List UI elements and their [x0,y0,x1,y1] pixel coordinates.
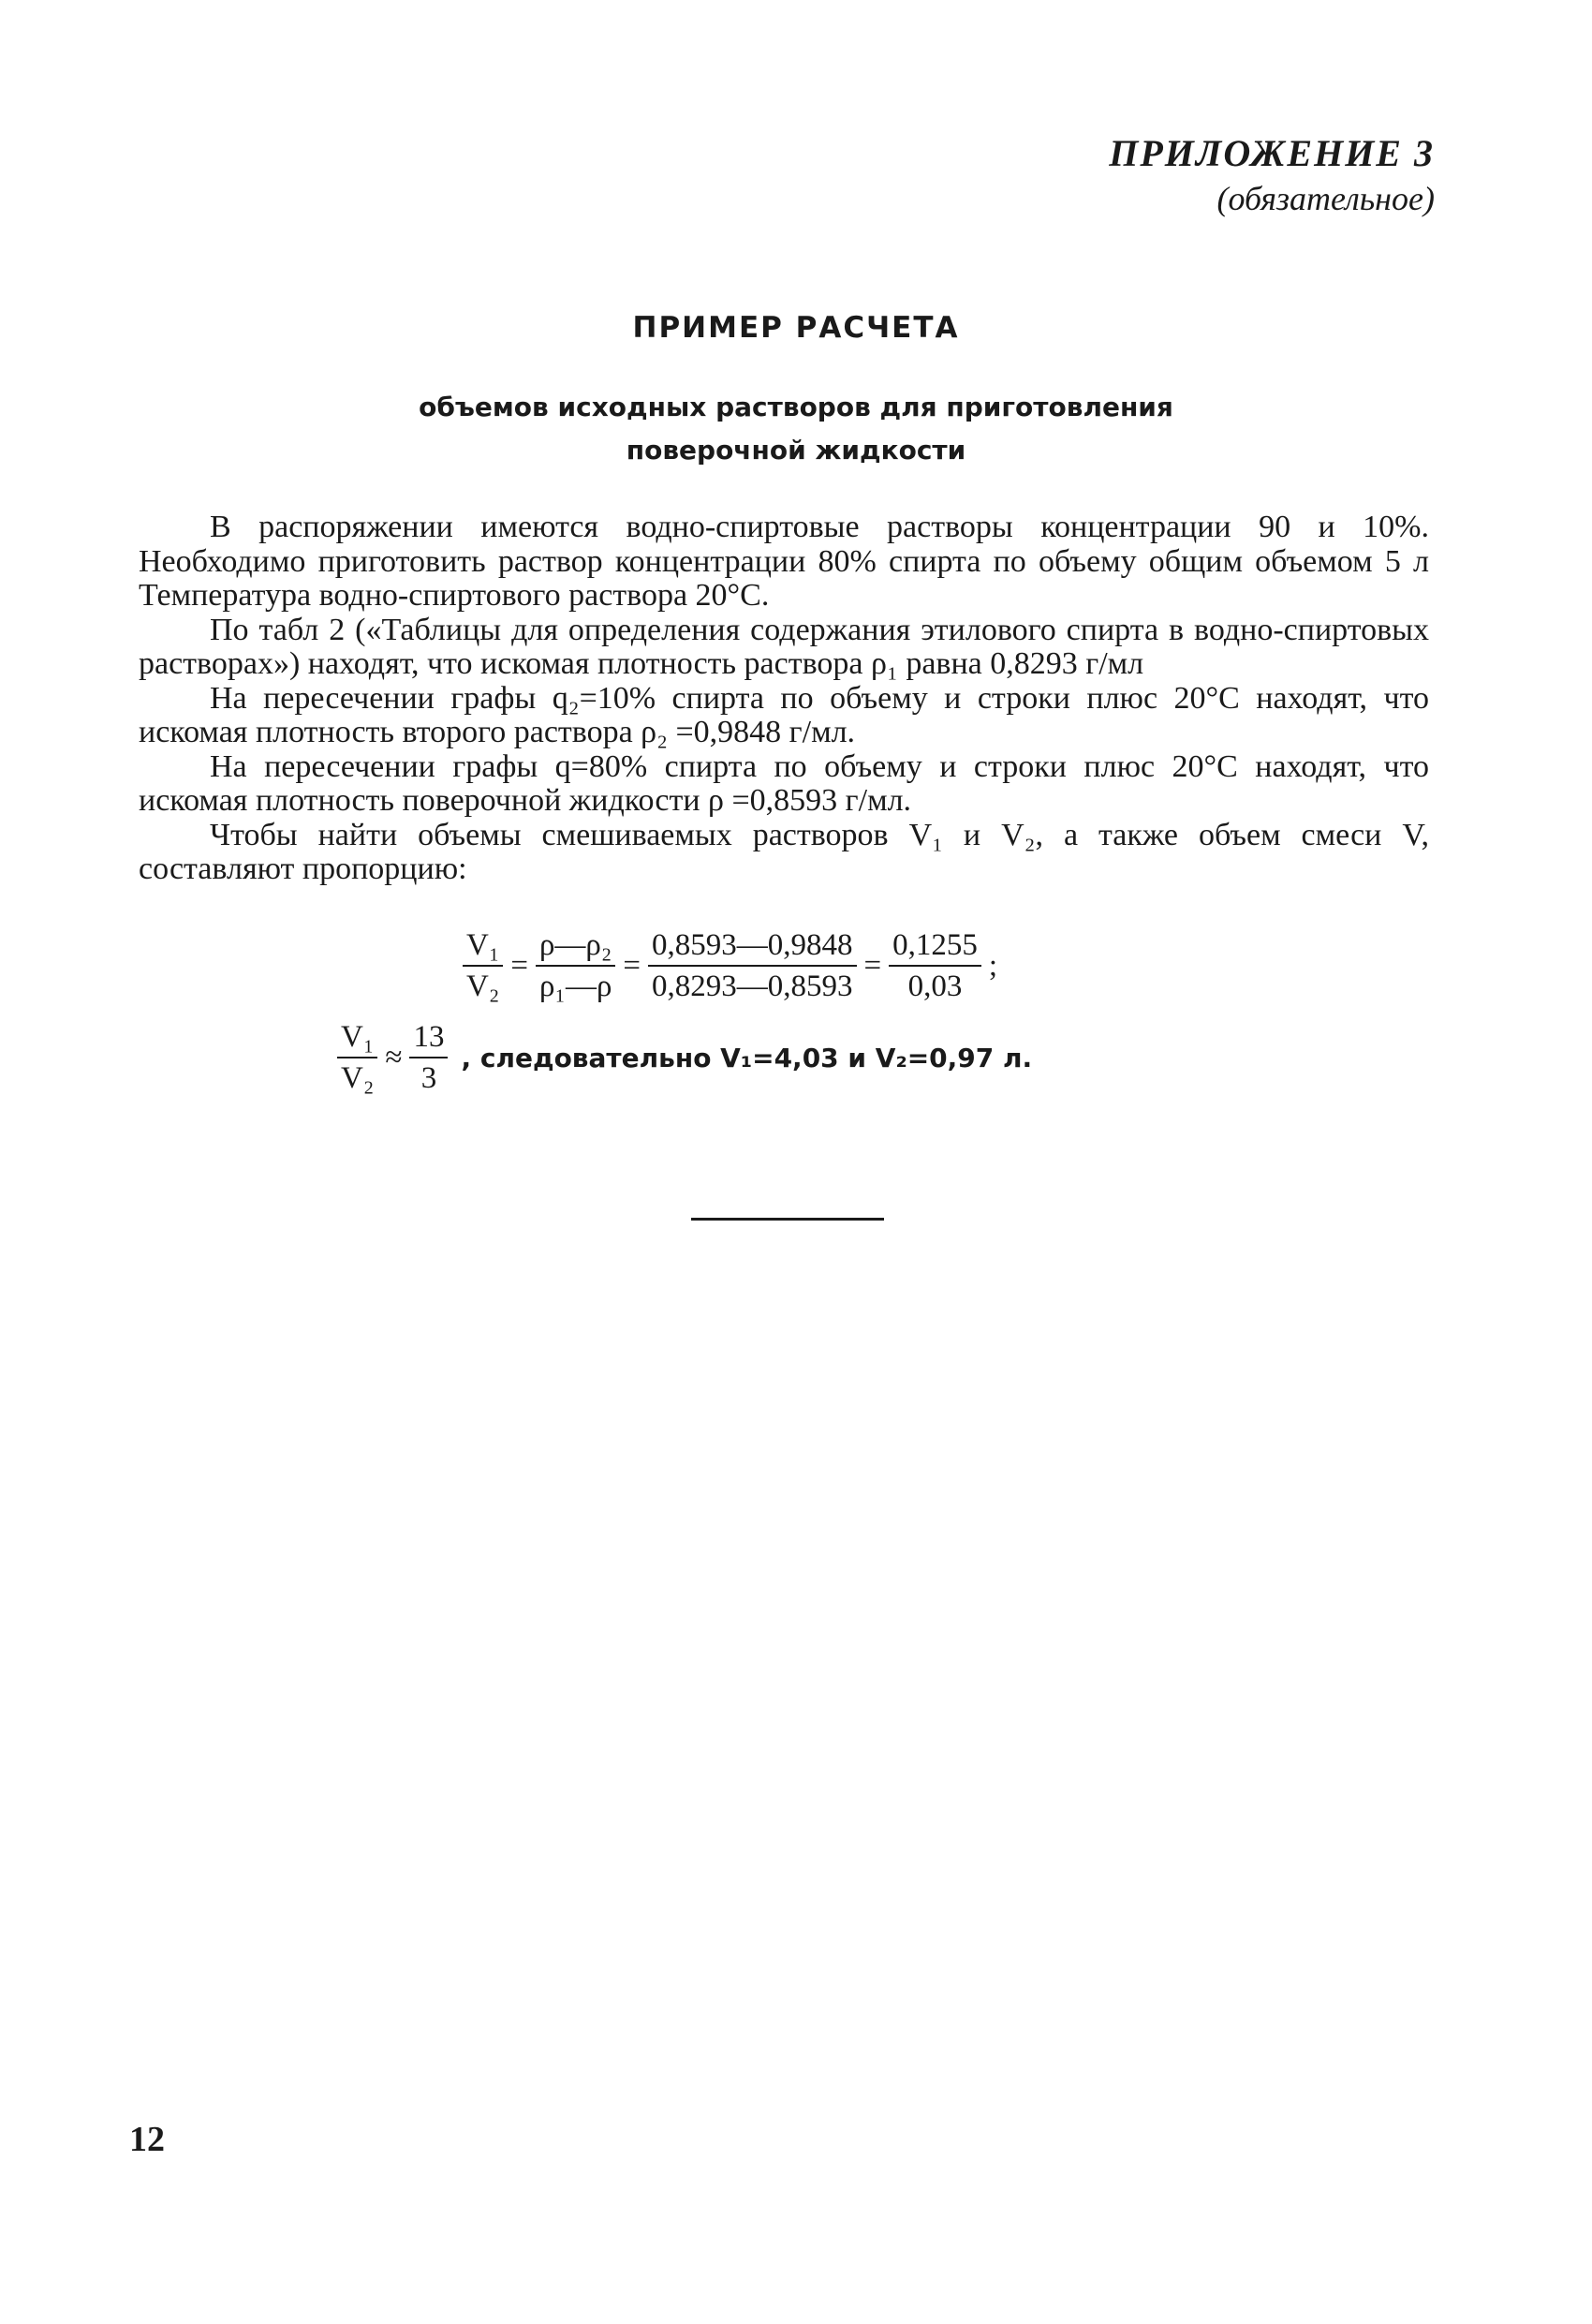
fraction-denominator: V₂ [341,1061,375,1095]
subheading-line-2: поверочной жидкости [626,435,966,466]
proportion-formula [463,927,999,1004]
page-heading: ПРИМЕР РАСЧЕТА [632,311,960,345]
fraction-numerator: 0,8593—0,9848 [648,927,857,967]
equals-sign: = [623,948,641,983]
fraction-denominator: 0,03 [907,970,963,1003]
result-formula [337,1019,1032,1096]
fraction-denominator: 0,8293—0,8593 [652,970,853,1003]
paragraph-5: Чтобы найти объемы смешиваемых растворов V₁ и V₂, а также объем смеси V, составляют пропорцию: [139,817,1429,886]
paragraph-1: В распоряжении имеются водно-спиртовые растворы концентрации 90 и 10%. Необходимо приготовить раствор концентрации 80% спирта по объему общим объемом 5 л Температура водно-спиртового раствора 20°С. [139,510,1429,613]
subheading-line-1: объемов исходных растворов для приготовления [419,392,1173,422]
equals-sign: = [510,948,528,983]
approx-sign: ≈ [385,1040,403,1074]
body-text [139,511,1429,887]
page-number: 12 [129,2120,165,2159]
fraction-result [889,927,981,1004]
appendix-label [1109,131,1435,218]
fraction-denominator: V₂ [466,970,500,1003]
fraction-denominator: 3 [420,1061,437,1095]
result-text: , следовательно V₁=4,03 и V₂=0,97 л. [461,1042,1033,1073]
equals-sign: = [863,948,882,983]
fraction-density-values [648,927,857,1004]
paragraph-4: На пересечении графы q=80% спирта по объему и строки плюс 20°С находят, что искомая плотность поверочной жидкости ρ =0,8593 г/мл. [139,748,1429,818]
paragraph-2: По табл 2 («Таблицы для определения содержания этилового спирта в водно-спиртовых растворах») находят, что искомая плотность раствора ρ₁ равна 0,8293 г/мл [139,612,1429,681]
page-subheading [0,386,1592,472]
appendix-subtitle: (обязательное) [1216,180,1435,217]
paragraph-3: На пересечении графы q₂=10% спирта по объему и строки плюс 20°С находят, что искомая плотность второго раствора ρ₂ =0,9848 г/мл. [139,680,1429,749]
fraction-numerator: ρ—ρ₂ [536,927,615,967]
fraction-numerator: 13 [409,1019,448,1058]
fraction-denominator: ρ₁—ρ [538,970,612,1003]
fraction-13-3 [409,1019,448,1096]
fraction-numerator: 0,1255 [889,927,981,967]
fraction-numerator: V₁ [463,927,503,967]
fraction-v1-v2 [337,1019,377,1096]
fraction-density-symbols [536,927,615,1004]
fraction-numerator: V₁ [337,1019,377,1058]
appendix-title: ПРИЛОЖЕНИЕ 3 [1109,132,1435,174]
section-end-rule [691,1218,884,1221]
semicolon: ; [988,948,998,983]
fraction-v1-v2 [463,927,503,1004]
